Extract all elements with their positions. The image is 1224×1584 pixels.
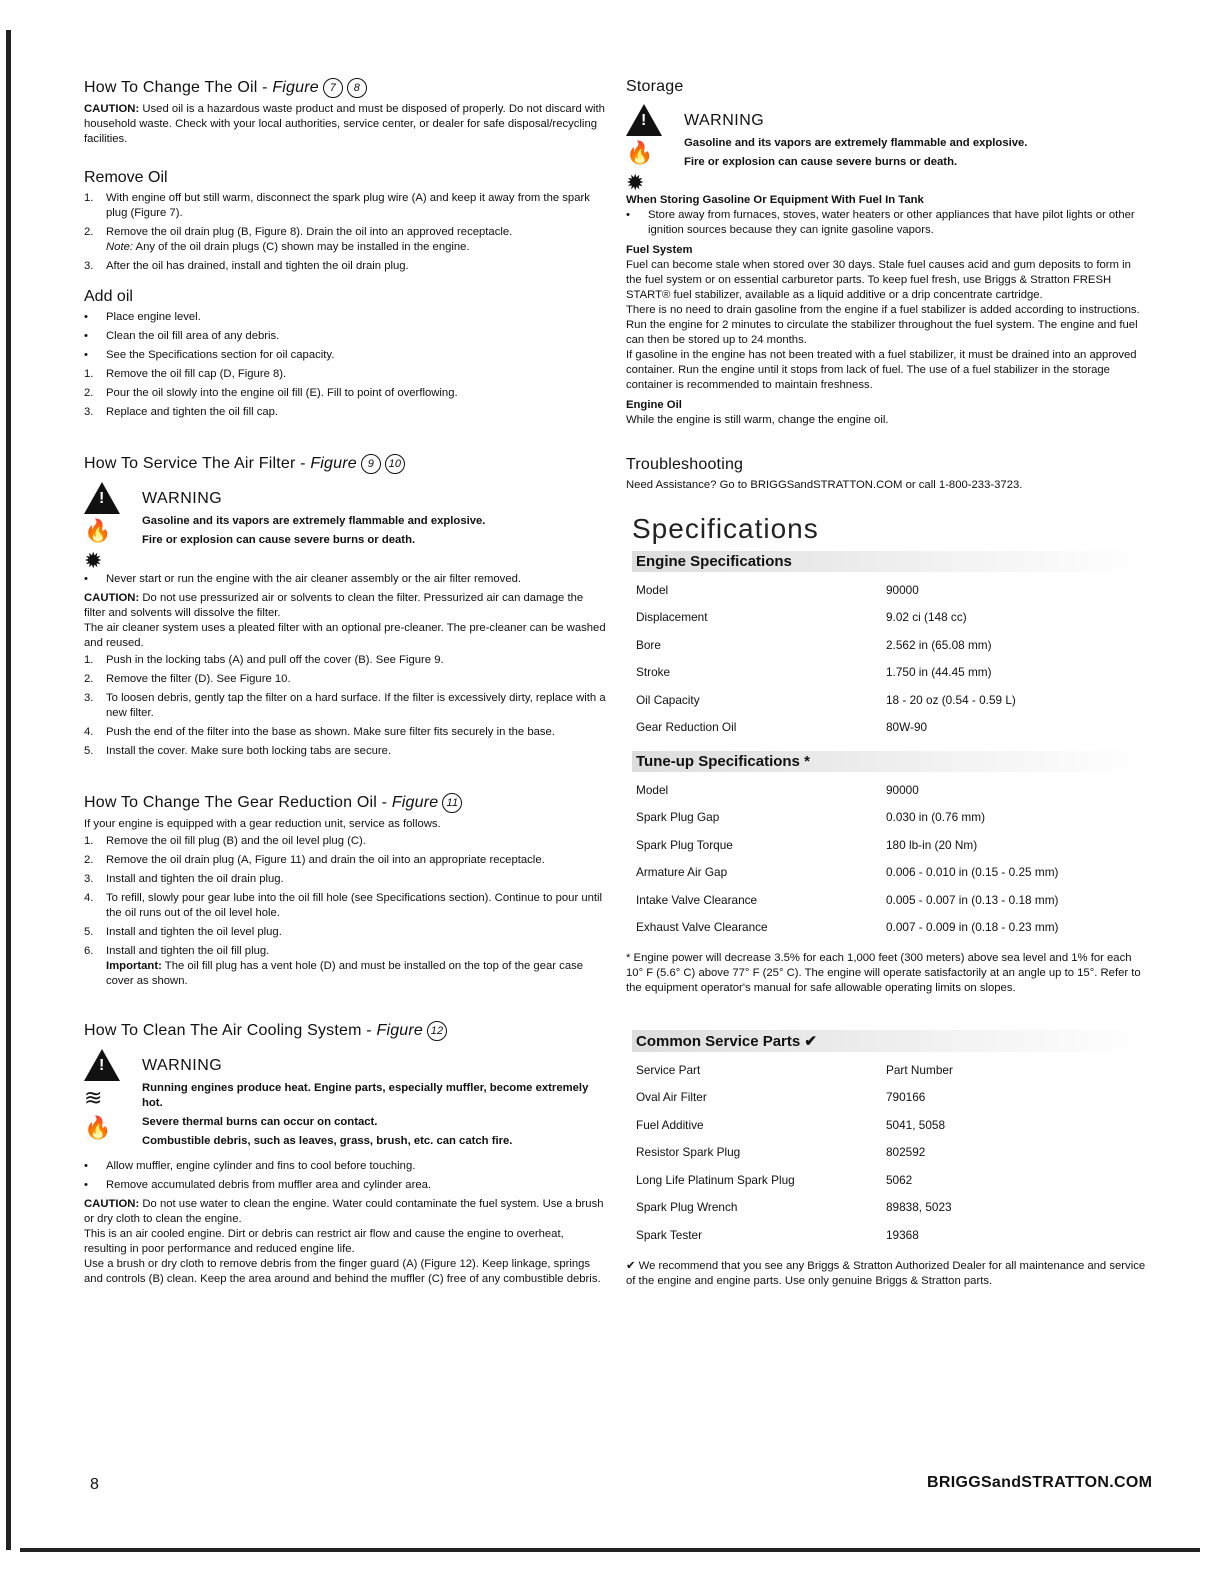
table-row: Intake Valve Clearance 0.005 - 0.007 in (0.13 - 0.18 mm) xyxy=(636,892,1059,907)
list-item: 1. Push in the locking tabs (A) and pull off the cover (B). See Figure 9. xyxy=(84,654,444,666)
air-filter-section xyxy=(84,454,606,759)
list-item: • Never start or run the engine with the air cleaner assembly or the air filter removed. xyxy=(84,573,522,585)
storage-warning xyxy=(626,104,1148,195)
flame-icon: 🔥 xyxy=(84,518,112,543)
specifications-section xyxy=(626,513,1148,1289)
warning-line: Fire or explosion can cause severe burns or death. xyxy=(684,156,958,168)
gear-oil-steps xyxy=(84,834,606,989)
figure-9-icon: 9 xyxy=(361,454,381,474)
fuel-paragraph: If gasoline in the engine has not been treated with a fuel stabilizer, it must be drained into an approved container. Run the engine until it stops from lack of fuel. The use of a fuel stabilizer in the storage container is recommended to maintain freshness. xyxy=(626,349,1137,391)
list-item: 3. Replace and tighten the oil fill cap. xyxy=(84,406,279,418)
air-paragraph: The air cleaner system uses a pleated filter with an optional pre-cleaner. The pre-cleaner can be washed and reused. xyxy=(84,622,606,649)
list-item: • Allow muffler, engine cylinder and fins to cool before touching. xyxy=(84,1160,416,1172)
oil-caution: CAUTION: Used oil is a hazardous waste product and must be disposed of properly. Do not discard with household waste. Check with your local authorities, service center, or dealer for safe disposal/recycling facilities. xyxy=(84,103,605,145)
hot-surface-icon: ≋ xyxy=(84,1085,103,1110)
table-row: Spark Plug Wrench 89838, 5023 xyxy=(636,1200,952,1215)
list-item: 5. Install and tighten the oil level plug. xyxy=(84,926,282,938)
list-item: 2. Remove the oil drain plug (B, Figure 8). Drain the oil into an approved receptacle. Note: Any of the oil drain plugs (C) shown may be installed in the engine. xyxy=(84,226,513,253)
gear-oil-title: How To Change The Gear Reduction Oil - Figure 11 xyxy=(84,793,606,813)
table-row: Spark Plug Torque 180 lb-in (20 Nm) xyxy=(636,837,978,852)
table-row: Spark Tester 19368 xyxy=(636,1227,919,1242)
engine-oil-subtitle: Engine Oil xyxy=(626,399,682,411)
table-row: Stroke 1.750 in (44.45 mm) xyxy=(636,665,992,680)
gear-intro: If your engine is equipped with a gear reduction unit, service as follows. xyxy=(84,818,441,830)
cool-caution: CAUTION: Do not use water to clean the engine. Water could contaminate the fuel system. Use a brush or dry cloth to clean the engine. xyxy=(84,1198,604,1225)
table-row: Displacement 9.02 ci (148 cc) xyxy=(636,610,967,625)
table-row: Fuel Additive 5041, 5058 xyxy=(636,1117,946,1132)
right-column xyxy=(626,78,1148,1289)
list-item: 3. After the oil has drained, install and tighten the oil drain plug. xyxy=(84,260,409,272)
table-row: Long Life Platinum Spark Plug 5062 xyxy=(636,1172,913,1187)
table-row: Service Part Part Number xyxy=(636,1062,953,1077)
troubleshooting-text: Need Assistance? Go to BRIGGSandSTRATTON.COM or call 1-800-233-3723. xyxy=(626,479,1023,491)
scan-edge-bottom xyxy=(20,1548,1200,1552)
explosion-icon: ✹ xyxy=(84,548,103,573)
service-parts-heading: Common Service Parts ✔ xyxy=(632,1030,1148,1052)
air-filter-steps xyxy=(84,653,606,759)
tune-up-specs-table xyxy=(626,776,1148,941)
cool-paragraph-1: This is an air cooled engine. Dirt or debris can restrict air flow and cause the engine to overheat, resulting in poor performance and reduced engine life. xyxy=(84,1228,564,1255)
engine-oil-text: While the engine is still warm, change the engine oil. xyxy=(626,414,889,426)
flame-icon: 🔥 xyxy=(84,1115,112,1140)
list-item: 3. To loosen debris, gently tap the filter on a hard surface. If the filter is excessively dirty, replace with a new filter. xyxy=(84,692,606,719)
warning-triangle-icon: ! xyxy=(84,482,120,514)
list-item: 5. Install the cover. Make sure both locking tabs are secure. xyxy=(84,745,392,757)
storage-section xyxy=(626,78,1148,428)
service-parts-table xyxy=(626,1056,1148,1249)
list-item: 3. Install and tighten the oil drain plug. xyxy=(84,873,284,885)
fuel-paragraph: There is no need to drain gasoline from the engine if a fuel stabilizer is added according to instructions. Run the engine for 2 minutes to circulate the stabilizer throughout the fuel system. The engine and fuel can then be stored up to 24 months. xyxy=(626,304,1140,346)
table-row: Resistor Spark Plug 802592 xyxy=(636,1145,926,1160)
figure-11-icon: 11 xyxy=(442,793,462,813)
troubleshooting-title: Troubleshooting xyxy=(626,456,744,473)
warning-triangle-icon: ! xyxy=(626,104,662,136)
list-item: 4. Push the end of the filter into the base as shown. Make sure filter fits securely in the base. xyxy=(84,726,555,738)
list-item: • See the Specifications section for oil capacity. xyxy=(84,349,335,361)
warning-line: Gasoline and its vapors are extremely flammable and explosive. xyxy=(684,137,1028,149)
warning-line: Fire or explosion can cause severe burns or death. xyxy=(142,534,416,546)
engine-specs-heading: Engine Specifications xyxy=(632,551,1148,572)
list-item: 6. Install and tighten the oil fill plug. Important: The oil fill plug has a vent hole (D) and must be installed on the top of the gear case cover as shown. xyxy=(84,945,584,987)
specifications-title: Specifications xyxy=(632,513,819,544)
air-cooling-title: How To Clean The Air Cooling System - Figure 12 xyxy=(84,1021,606,1041)
list-item: • Remove accumulated debris from muffler area and cylinder area. xyxy=(84,1179,432,1191)
list-item: 2. Remove the filter (D). See Figure 10. xyxy=(84,673,291,685)
remove-oil-title: Remove Oil xyxy=(84,169,168,186)
add-oil-title: Add oil xyxy=(84,288,133,305)
warning-line: Severe thermal burns can occur on contact. xyxy=(142,1116,378,1128)
add-oil-steps xyxy=(84,310,606,420)
gear-oil-section xyxy=(84,793,606,989)
figure-10-icon: 10 xyxy=(385,454,405,474)
table-row: Model 90000 xyxy=(636,782,919,797)
warning-title: WARNING xyxy=(142,490,223,507)
brand-url: BRIGGSandSTRATTON.COM xyxy=(927,1474,1153,1491)
warning-triangle-icon: ! xyxy=(84,1049,120,1081)
change-oil-title: How To Change The Oil - Figure 7 8 xyxy=(84,78,606,98)
storing-subtitle: When Storing Gasoline Or Equipment With Fuel In Tank xyxy=(626,194,924,206)
list-item: • Clean the oil fill area of any debris. xyxy=(84,330,280,342)
air-cooling-section xyxy=(84,1021,606,1287)
list-item: 1. Remove the oil fill plug (B) and the oil level plug (C). xyxy=(84,835,366,847)
page-number: 8 xyxy=(90,1476,99,1493)
list-item: 1. Remove the oil fill cap (D, Figure 8). xyxy=(84,368,287,380)
left-column xyxy=(84,78,606,1287)
change-oil-section xyxy=(84,78,606,420)
table-row: Bore 2.562 in (65.08 mm) xyxy=(636,637,992,652)
engine-specs-table xyxy=(626,576,1148,741)
figure-12-icon: 12 xyxy=(427,1021,447,1041)
flame-icon: 🔥 xyxy=(626,140,654,165)
warning-title: WARNING xyxy=(684,112,765,129)
warning-title: WARNING xyxy=(142,1057,223,1074)
list-item: • Store away from furnaces, stoves, water heaters or other appliances that have pilot lights or other ignition sources because they can ignite gasoline vapors. xyxy=(626,209,1135,236)
tune-up-footnote: * Engine power will decrease 3.5% for each 1,000 feet (300 meters) above sea level and 1% for each 10° F (5.6° C) above 77° F (25° C). The engine will operate satisfactorily at an angle up to 15°. Refer to the equipment operator's manual for safe allowable operating limits on slopes. xyxy=(626,952,1141,994)
air-caution: CAUTION: Do not use pressurized air or solvents to clean the filter. Pressurized air can damage the filter and solvents will dissolve the filter. xyxy=(84,592,584,619)
troubleshooting-section xyxy=(626,456,1148,493)
table-row: Gear Reduction Oil 80W-90 xyxy=(636,720,928,735)
list-item: 4. To refill, slowly pour gear lube into the oil fill hole (see Specifications section). Continue to pour until the oil runs out of the oil level hole. xyxy=(84,892,603,919)
fuel-system-subtitle: Fuel System xyxy=(626,244,693,256)
list-item: 1. With engine off but still warm, disconnect the spark plug wire (A) and keep it away from the spark plug (Figure 7). xyxy=(84,192,590,219)
air-cooling-warning xyxy=(84,1049,606,1149)
table-row: Spark Plug Gap 0.030 in (0.76 mm) xyxy=(636,810,986,825)
warning-line: Combustible debris, such as leaves, grass, brush, etc. can catch fire. xyxy=(142,1135,513,1147)
list-item: 2. Remove the oil drain plug (A, Figure 11) and drain the oil into an appropriate receptacle. xyxy=(84,854,545,866)
service-parts-note: ✔ We recommend that you see any Briggs & Stratton Authorized Dealer for all maintenance and service of the engine and engine parts. Use only genuine Briggs & Stratton parts. xyxy=(626,1259,1146,1287)
remove-oil-steps xyxy=(84,191,606,274)
air-filter-warning xyxy=(84,482,606,573)
figure-8-icon: 8 xyxy=(347,78,367,98)
figure-7-icon: 7 xyxy=(323,78,343,98)
scan-edge-left xyxy=(6,30,11,1550)
warning-line: Running engines produce heat. Engine parts, especially muffler, become extremely hot. xyxy=(142,1082,589,1109)
explosion-icon: ✹ xyxy=(626,170,645,195)
air-filter-title: How To Service The Air Filter - Figure 9 10 xyxy=(84,454,606,474)
storage-title: Storage xyxy=(626,78,684,95)
table-row: Model 90000 xyxy=(636,582,919,597)
tune-up-specs-heading: Tune-up Specifications * xyxy=(632,751,1148,772)
list-item: 2. Pour the oil slowly into the engine oil fill (E). Fill to point of overflowing. xyxy=(84,387,458,399)
warning-line: Gasoline and its vapors are extremely flammable and explosive. xyxy=(142,515,486,527)
table-row: Oval Air Filter 790166 xyxy=(636,1090,926,1105)
table-row: Exhaust Valve Clearance 0.007 - 0.009 in (0.18 - 0.23 mm) xyxy=(636,920,1059,935)
list-item: • Place engine level. xyxy=(84,311,201,323)
cool-paragraph-2: Use a brush or dry cloth to remove debris from the finger guard (A) (Figure 12). Keep linkage, springs and controls (B) clean. Keep the area around and behind the muffler (C) free of any combustible debris. xyxy=(84,1258,601,1285)
table-row: Armature Air Gap 0.006 - 0.010 in (0.15 - 0.25 mm) xyxy=(636,865,1059,880)
table-row: Oil Capacity 18 - 20 oz (0.54 - 0.59 L) xyxy=(636,692,1016,707)
fuel-paragraph: Fuel can become stale when stored over 30 days. Stale fuel causes acid and gum deposits to form in the fuel system or on essential carburetor parts. To keep fuel fresh, use Briggs & Stratton FRESH START® fuel stabilizer, available as a liquid additive or a drip concentrate cartridge. xyxy=(626,259,1131,301)
